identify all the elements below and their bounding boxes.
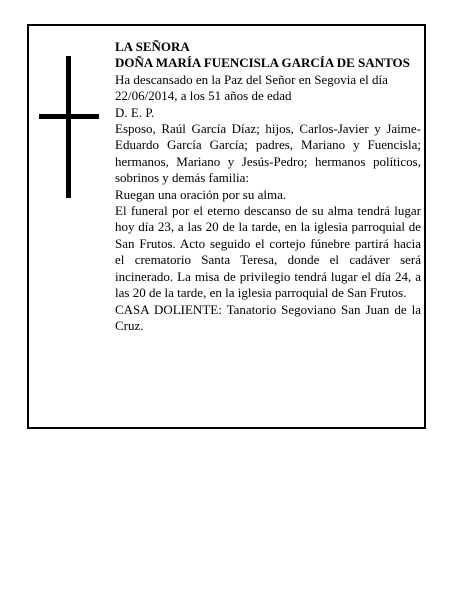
- dep-abbreviation: D. E. P.: [115, 104, 155, 120]
- family-list: Esposo, Raúl García Díaz; hijos, Carlos-Javier y Jaime-Eduardo García García; padres, Mariano y Fuencisla; hermanos, Mariano y Jesús-Pedro; hermanos políticos, sobrinos y demás familia:: [115, 121, 421, 186]
- notice-text: [115, 39, 421, 334]
- cross-horizontal-bar: [39, 114, 99, 119]
- casa-doliente: CASA DOLIENTE: Tanatorio Segoviano San Juan de la Cruz.: [115, 301, 421, 333]
- title-line-1: LA SEÑORA: [115, 39, 190, 54]
- funeral-details: El funeral por el eterno descanso de su alma tendrá lugar hoy día 23, a las 20 de la tarde, en la iglesia parroquial de San Frutos. Acto seguido el cortejo fúnebre partirá hacia el crematorio Santa Teresa, donde el cadáver será incinerado. La misa de privilegio tendrá lugar el día 24, a las 20 de la tarde, en la iglesia parroquial de San Frutos.: [115, 203, 421, 301]
- cross-icon: [39, 56, 99, 198]
- obituary-notice: [27, 24, 426, 429]
- passed-away-statement: Ha descansado en la Paz del Señor en Segovia el día 22/06/2014, a los 51 años de edad: [115, 71, 388, 104]
- cross-vertical-bar: [66, 56, 71, 198]
- deceased-name: DOÑA MARÍA FUENCISLA GARCÍA DE SANTOS: [115, 55, 410, 71]
- prayer-request: Ruegan una oración por su alma.: [115, 186, 287, 202]
